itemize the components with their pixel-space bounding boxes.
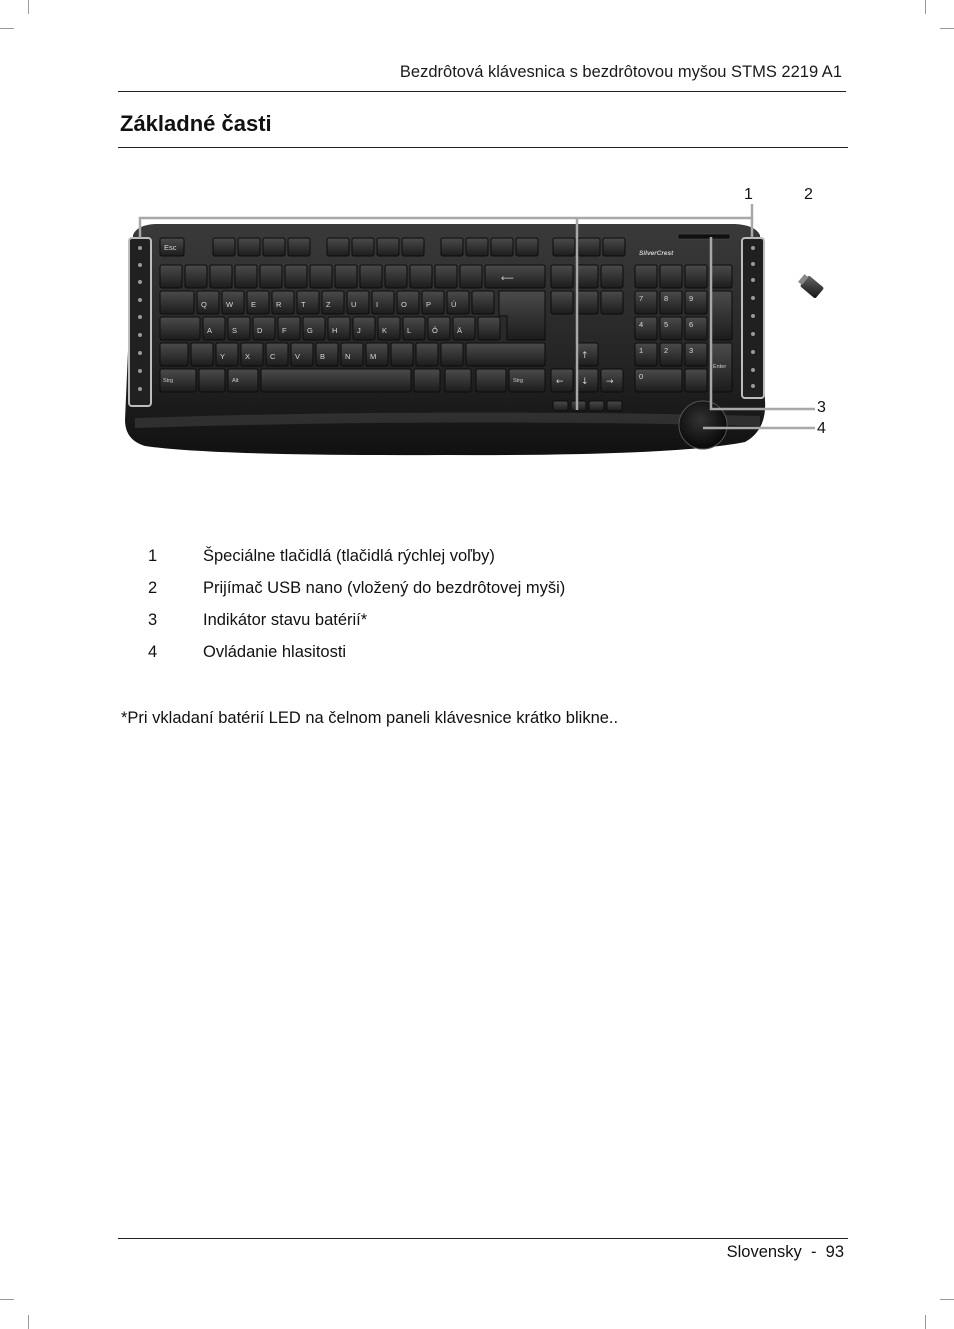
legend-number: 4 (148, 643, 158, 661)
key-u: U (351, 300, 357, 309)
key-k: K (382, 326, 388, 335)
key-t: T (301, 300, 306, 309)
footer-rule (118, 1238, 848, 1239)
callout-2: 2 (804, 186, 813, 203)
crop-mark (940, 28, 954, 29)
footer-separator: - (810, 1243, 817, 1261)
legend-text: Špeciálne tlačidlá (tlačidlá rýchlej voľby) (203, 547, 495, 565)
key-d: D (257, 326, 263, 335)
header-rule (118, 91, 846, 92)
key-n: N (345, 352, 351, 361)
numpad-9: 9 (689, 294, 694, 303)
legend-number: 1 (148, 547, 158, 565)
page-number: 93 (825, 1243, 844, 1261)
brand-logo: SilverCrest (639, 250, 674, 257)
key-y: Y (220, 352, 226, 361)
numpad-0: 0 (639, 372, 644, 381)
crop-mark (28, 1315, 29, 1329)
key-s: S (232, 326, 238, 335)
legend-item (148, 547, 848, 579)
running-header: Bezdrôtová klávesnica s bezdrôtovou myšou STMS 2219 A1 (399, 63, 842, 81)
parts-legend (148, 547, 848, 675)
key-r: R (276, 300, 282, 309)
callout-1: 1 (744, 186, 753, 203)
numpad-8: 8 (664, 294, 669, 303)
legend-text: Ovládanie hlasitosti (203, 643, 347, 661)
crop-mark (940, 1299, 954, 1300)
key-ctrl-right: Strg (513, 378, 524, 384)
numpad-3: 3 (689, 346, 694, 355)
key-l: L (407, 326, 412, 335)
key-m: M (370, 352, 377, 361)
key-x: X (245, 352, 251, 361)
arrow-down-icon: ↓ (581, 377, 589, 387)
key-v: V (295, 352, 301, 361)
crop-mark (0, 28, 14, 29)
section-rule (118, 147, 848, 148)
key-esc: Esc (164, 243, 177, 252)
callout-3: 3 (817, 399, 826, 416)
key-h: H (332, 326, 338, 335)
key-i: I (376, 300, 379, 309)
legend-text: Indikátor stavu batérií* (203, 611, 368, 629)
numpad-enter: Enter (713, 364, 727, 370)
legend-item (148, 579, 848, 611)
arrow-right-icon: → (606, 377, 614, 387)
key-b: B (320, 352, 326, 361)
crop-mark (28, 0, 29, 14)
key-c: C (270, 352, 276, 361)
key-o: O (401, 300, 407, 309)
key-p: P (426, 300, 432, 309)
key-a-umlaut: Ä (457, 326, 463, 335)
backspace-icon: ⟵ (501, 274, 514, 284)
numpad-4: 4 (639, 320, 644, 329)
keyboard-figure (115, 180, 840, 470)
key-a: A (207, 326, 213, 335)
numpad-7: 7 (639, 294, 644, 303)
crop-mark (925, 1315, 926, 1329)
keyboard-illustration (115, 180, 840, 470)
legend-item (148, 643, 848, 675)
key-u-acute: Ú (451, 300, 457, 309)
key-j: J (357, 326, 361, 335)
arrow-left-icon: ← (556, 377, 564, 387)
legend-number: 2 (148, 579, 158, 597)
numpad-2: 2 (664, 346, 669, 355)
crop-mark (925, 0, 926, 14)
key-g: G (307, 326, 313, 335)
key-z: Z (326, 300, 331, 309)
legend-number: 3 (148, 611, 158, 629)
key-alt: Alt (232, 378, 239, 384)
footer-language: Slovensky (726, 1243, 802, 1261)
legend-item (148, 611, 848, 643)
arrow-up-icon: ↑ (581, 351, 589, 361)
crop-mark (0, 1299, 14, 1300)
key-ctrl-left: Strg (163, 378, 174, 384)
callout-4: 4 (817, 420, 826, 437)
numpad-1: 1 (639, 346, 644, 355)
key-o-circumflex: Ô (432, 326, 438, 335)
footnote: *Pri vkladaní batérií LED na čelnom paneli klávesnice krátko blikne.. (121, 709, 619, 727)
key-w: W (226, 300, 234, 309)
usb-nano-receiver (797, 273, 824, 299)
key-e: E (251, 300, 257, 309)
numpad-5: 5 (664, 320, 669, 329)
key-f: F (282, 326, 287, 335)
section-title: Základné časti (120, 111, 272, 136)
key-q: Q (201, 300, 207, 309)
numpad-6: 6 (689, 320, 694, 329)
page-footer (727, 1243, 844, 1262)
legend-text: Prijímač USB nano (vložený do bezdrôtovej myši) (203, 579, 566, 597)
